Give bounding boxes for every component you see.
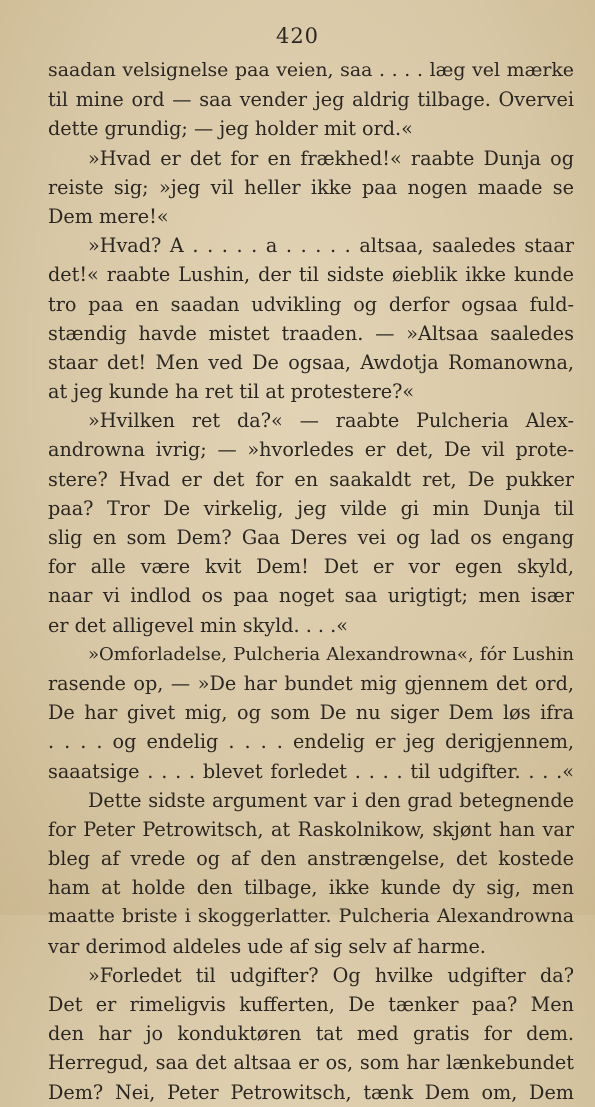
text-line: Dem mere!« xyxy=(48,204,169,228)
text-line: »Hvilken ret da?« — raabte Pulcheria Alex- xyxy=(88,409,574,433)
text-line: er det alligevel min skyld. . . .« xyxy=(48,613,348,637)
text-line: Dette sidste argument var i den grad betegnende xyxy=(88,788,574,812)
text-line: det!« raabte Lushin, der til sidste øieblik ikke kunde xyxy=(48,263,574,287)
body-text xyxy=(48,56,574,1107)
text-line: »Hvad er det for en frækhed!« raabte Dunja og xyxy=(88,146,574,170)
text-line: . . . . og endelig . . . . endelig er jeg derigjennem, xyxy=(48,730,574,754)
text-line: rasende op, — »De har bundet mig gjennem det ord, xyxy=(48,671,574,695)
text-line: Dem? Nei, Peter Petrowitsch, tænk Dem om, Dem xyxy=(48,1080,574,1104)
text-line: tro paa en saadan udvikling og derfor ogsaa fuld- xyxy=(48,292,574,316)
text-line: Herregud, saa det altsaa er os, som har lænkebundet xyxy=(48,1051,574,1075)
text-line: for alle være kvit Dem! Det er vor egen skyld, xyxy=(48,555,574,579)
text-line: den har jo konduktøren tat med gratis for dem. xyxy=(48,1022,574,1046)
text-line: reiste sig; »jeg vil heller ikke paa nogen maade se xyxy=(48,175,574,199)
text-line: slig en som Dem? Gaa Deres vei og lad os engang xyxy=(48,526,574,549)
text-line: »Forledet til udgifter? Og hvilke udgifter da? xyxy=(88,963,574,987)
text-line: »Omforladelse, Pulcheria Alexandrowna«, fór Lushin xyxy=(88,643,574,665)
text-line: dette grundig; — jeg holder mit ord.« xyxy=(48,117,413,141)
text-line: staar det! Men ved De ogsaa, Awdotja Romanowna, xyxy=(48,350,574,374)
text-line: bleg af vrede og af den anstrængelse, det kostede xyxy=(48,847,574,871)
text-line: Det er rimeligvis kufferten, De tænker paa? Men xyxy=(48,993,574,1016)
text-line: De har givet mig, og som De nu siger Dem løs ifra xyxy=(48,701,574,725)
page-number: 420 xyxy=(275,24,320,48)
text-line: paa? Tror De virkelig, jeg vilde gi min Dunja til xyxy=(48,496,574,520)
text-line: til mine ord — saa vender jeg aldrig tilbage. Overvei xyxy=(48,88,574,112)
text-line: var derimod aldeles ude af sig selv af harme. xyxy=(48,934,486,958)
text-line: »Hvad? A . . . . . a . . . . . altsaa, saaledes staar xyxy=(88,234,574,258)
text-line: stændig havde mistet traaden. — »Altsaa saaledes xyxy=(48,321,574,345)
text-line: for Peter Petrowitsch, at Raskolnikow, skjønt han var xyxy=(48,817,574,841)
text-line: ham at holde den tilbage, ikke kunde dy sig, men xyxy=(48,876,574,900)
text-line: maatte briste i skoggerlatter. Pulcheria Alexandrowna xyxy=(48,905,574,928)
text-line: saaatsige . . . . blevet forledet . . . . til udgifter. . . .« xyxy=(48,759,574,783)
text-line: saadan velsignelse paa veien, saa . . . . læg vel mærke xyxy=(48,59,574,81)
text-line: naar vi indlod os paa noget saa urigtigt; men især xyxy=(48,584,574,608)
text-line: at jeg kunde ha ret til at protestere?« xyxy=(48,380,415,404)
text-line: androwna ivrig; — »hvorledes er det, De vil prote- xyxy=(48,438,574,462)
text-line: stere? Hvad er det for en saakaldt ret, De pukker xyxy=(48,467,574,491)
